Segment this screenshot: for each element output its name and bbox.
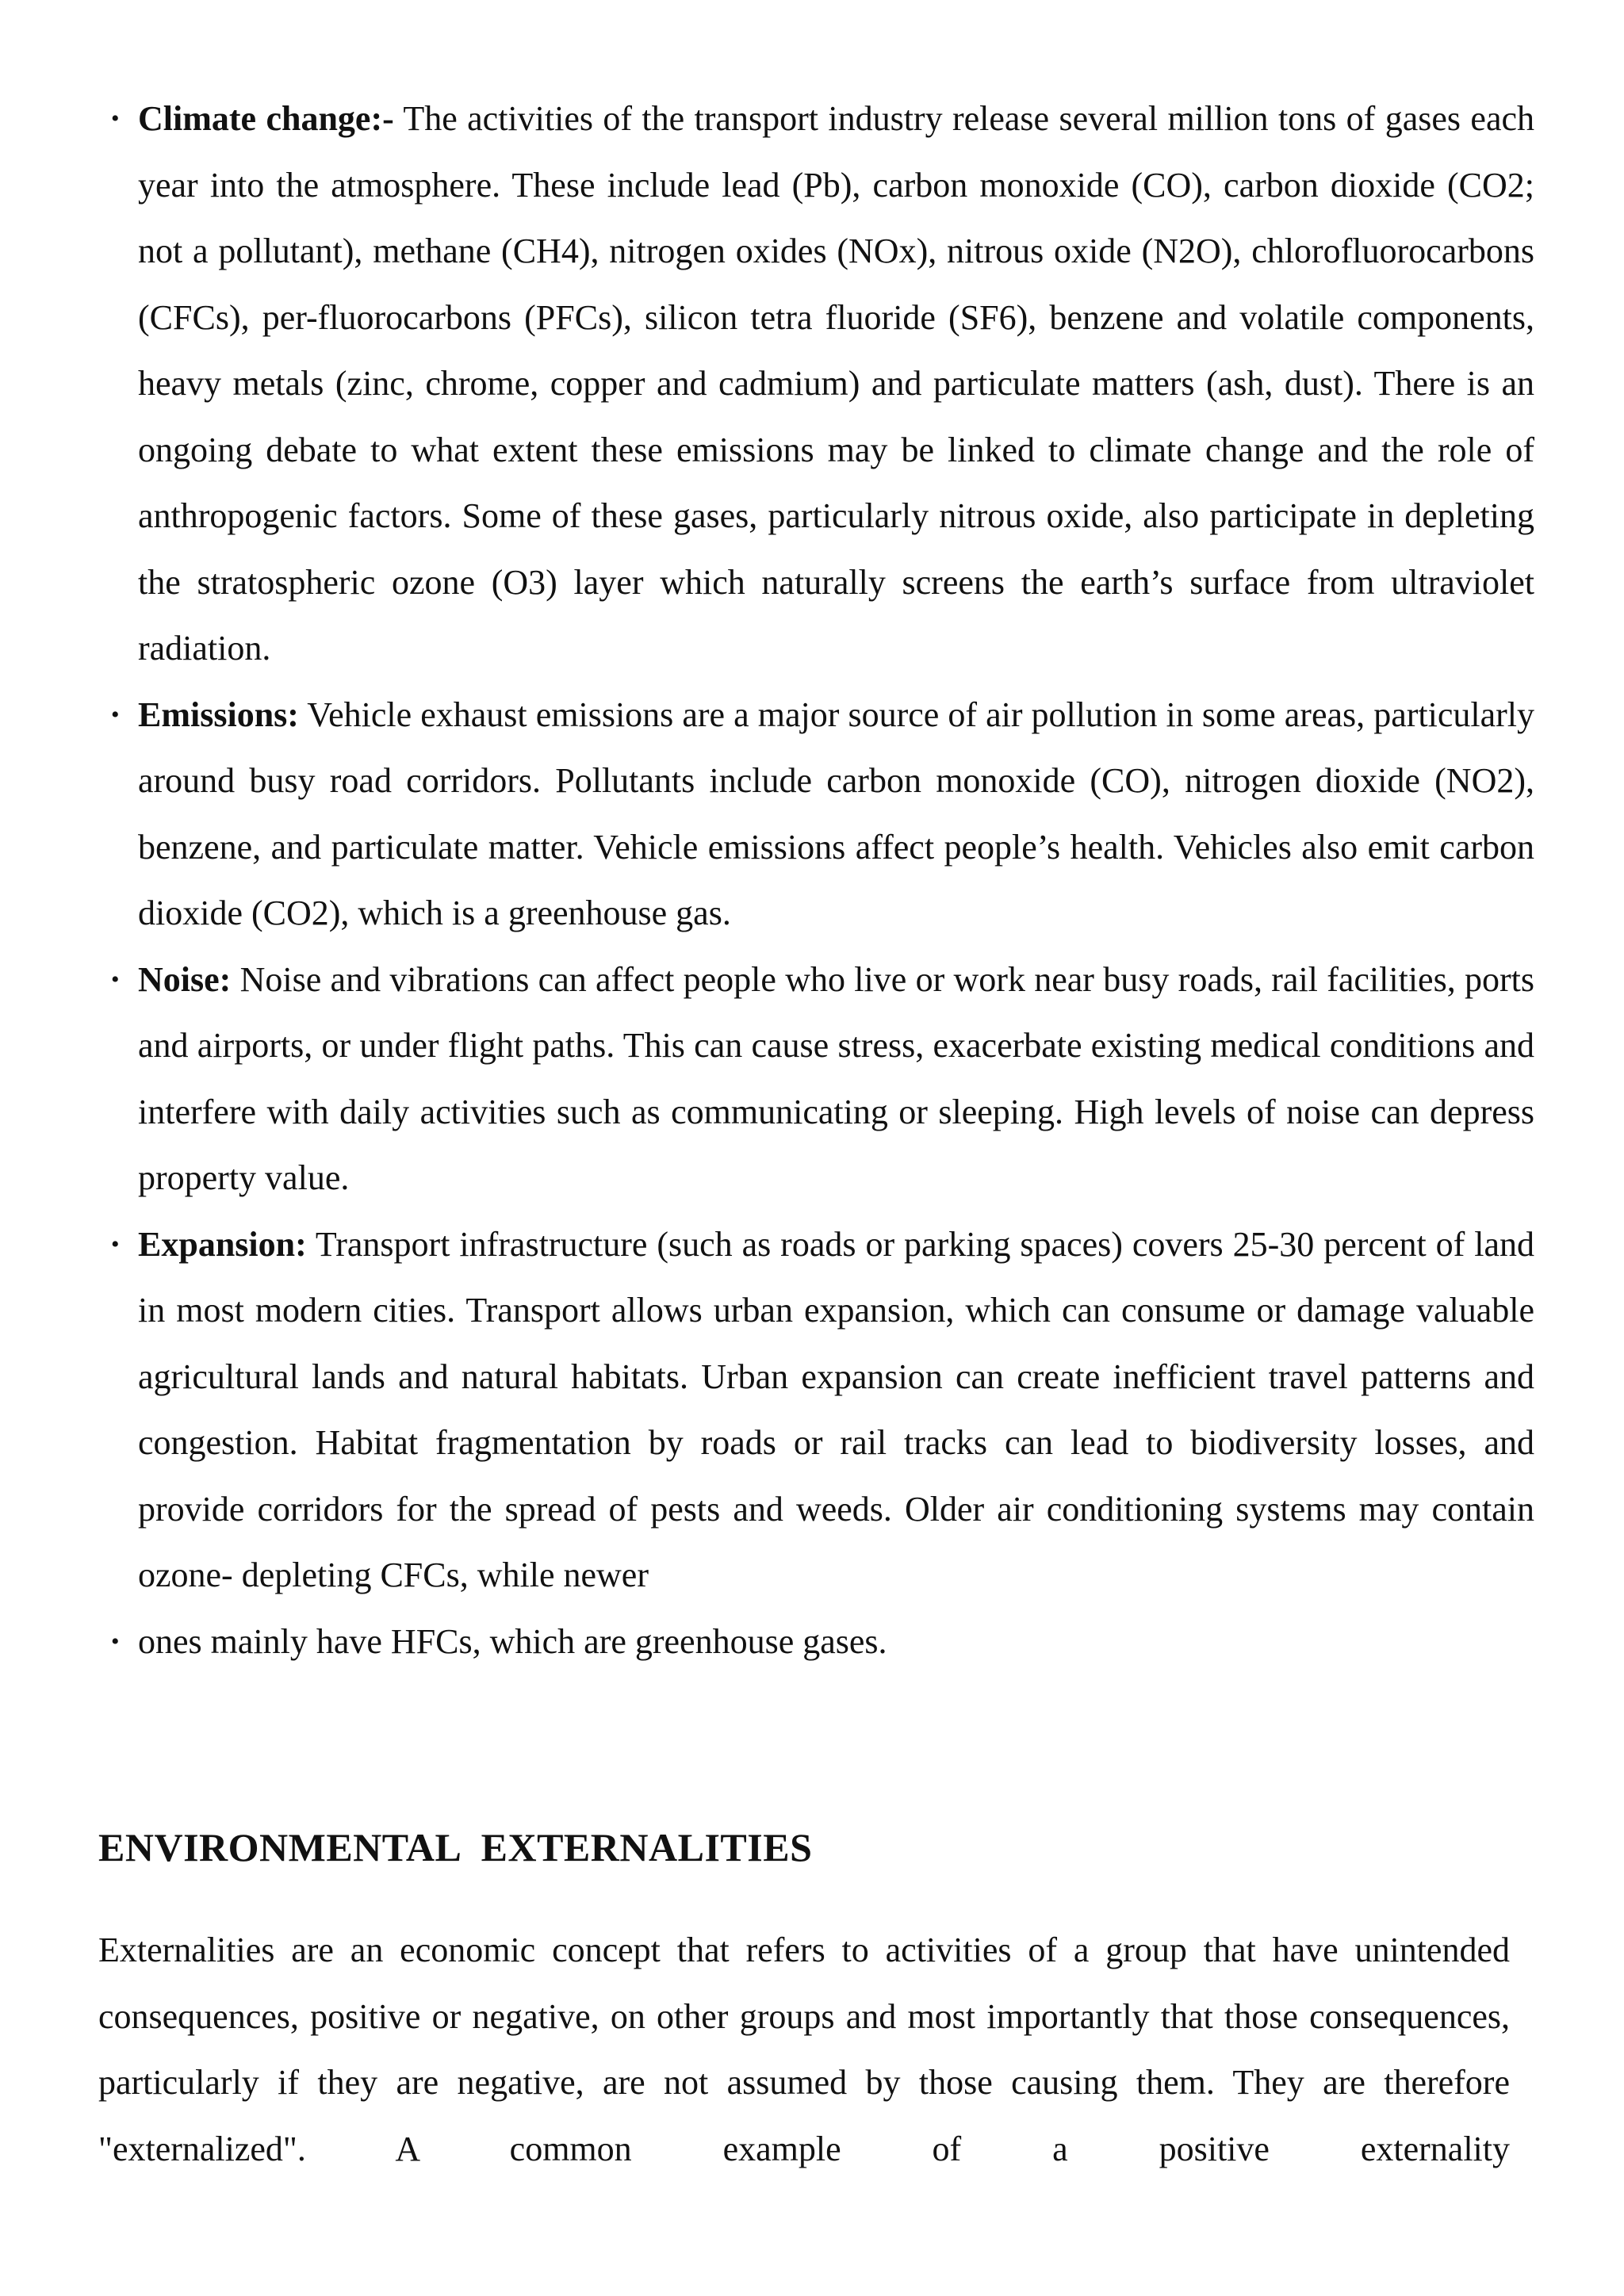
bullet-dot: • [111,1230,120,1257]
externalities-paragraph: Externalities are an economic concept that refers to activities of a group that have unintended consequences, positive or negative, on other groups and most importantly that those consequences, particularly if they are negative, are not assumed by those causing them. They are therefore "externalized". A common example of a positive externality [98,1931,1510,2168]
list-item-expansion [111,1211,1534,1609]
bullet-dot: • [111,701,120,728]
term-noise: Noise: [138,959,232,999]
bullet-dot: • [111,105,120,132]
bullet-dot: • [111,1628,120,1655]
bullet-list [111,86,1534,1674]
text-expansion: Transport infrastructure (such as roads or parking spaces) covers 25-30 percent of land in most modern cities. Transport allows urban expansion, which can consume or damage valuable agricultural lands and natural habitats. Urban expansion can create inefficient travel patterns and congestion. Habitat fragmentation by roads or rail tracks can lead to biodiversity losses, and provide corridors for the spread of pests and weeds. Older air conditioning systems may contain ozone- depleting CFCs, while newer [138,1224,1534,1594]
list-item-noise [111,947,1534,1211]
text-noise: Noise and vibrations can affect people who live or work near busy roads, rail facilities, ports and airports, or under flight paths. This can cause stress, exacerbate existing medical conditions and interfere with daily activities such as communicating or sleeping. High levels of noise can depress property value. [138,959,1534,1197]
term-expansion: Expansion: [138,1224,307,1264]
text-hfcs: ones mainly have HFCs, which are greenhouse gases. [138,1621,887,1661]
list-item-climate-change [111,86,1534,682]
text-emissions: Vehicle exhaust emissions are a major source of air pollution in some areas, particularly around busy road corridors. Pollutants include carbon monoxide (CO), nitrogen dioxide (NO2), benzene, and particulate matter. Vehicle emissions affect people’s health. Vehicles also emit carbon dioxide (CO2), which is a greenhouse gas. [138,695,1534,932]
section-heading: ENVIRONMENTAL EXTERNALITIES [98,1825,813,1869]
term-climate-change: Climate change:- [138,99,394,138]
text-climate-change: The activities of the transport industry release several million tons of gases each year into the atmosphere. These include lead (Pb), carbon monoxide (CO), carbon dioxide (CO2; not a pollutant), methane (CH4), nitrogen oxides (NOx), nitrous oxide (N2O), chlorofluorocarbons (CFCs), per-fluorocarbons (PFCs), silicon tetra fluoride (SF6), benzene and volatile components, heavy metals (zinc, chrome, copper and cadmium) and particulate matters (ash, dust). There is an ongoing debate to what extent these emissions may be linked to climate change and the role of anthropogenic factors. Some of these gases, particularly nitrous oxide, also participate in depleting the stratospheric ozone (O3) layer which naturally screens the earth’s surface from ultraviolet radiation. [138,99,1535,668]
list-item-hfcs [111,1609,1534,1675]
list-item-emissions [111,682,1534,947]
bullet-dot: • [111,966,120,993]
term-emissions: Emissions: [138,695,299,734]
